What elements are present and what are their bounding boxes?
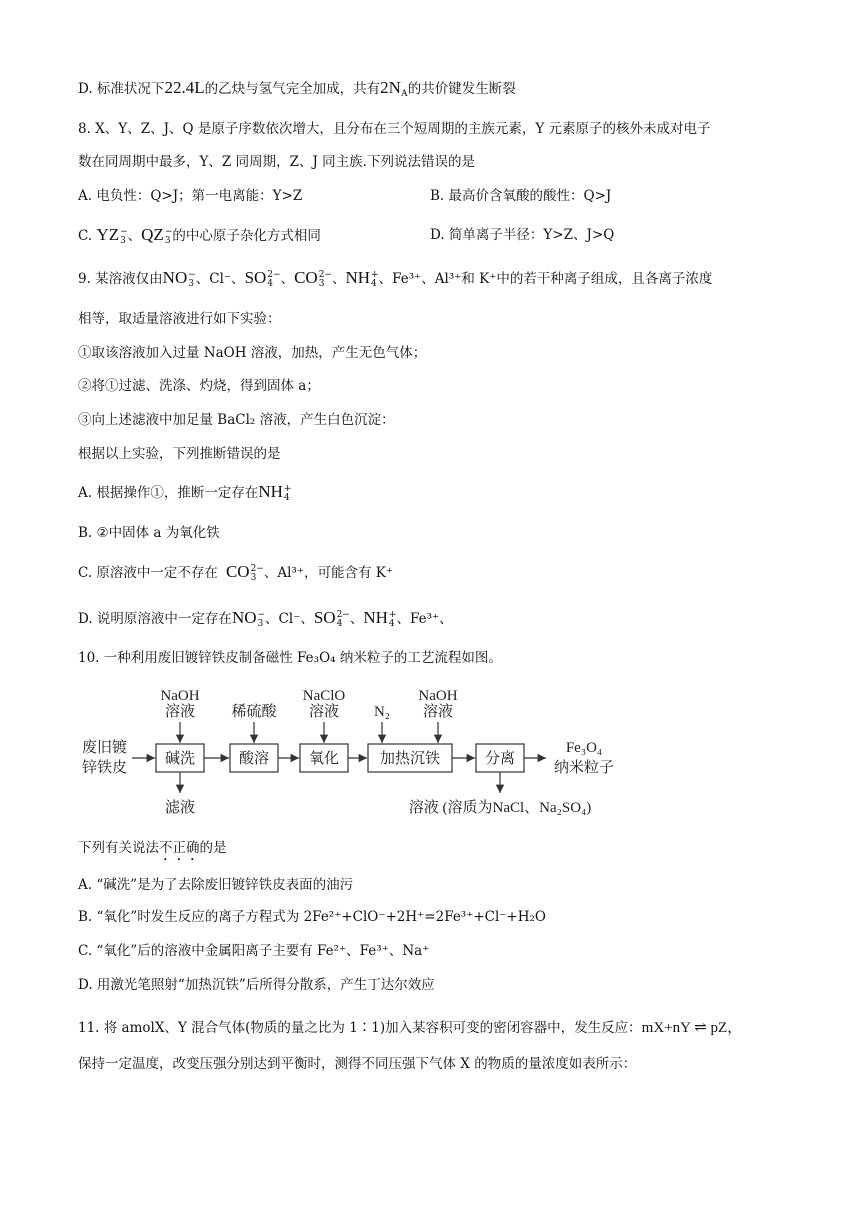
charge-stack: − 3 [164,226,173,246]
q10-option-c: C. “氧化”后的溶液中金属阳离子主要有 Fe²⁺、Fe³⁺、Na⁺ [78,943,430,959]
step-acid-dissolve: 酸溶 [238,751,270,767]
q9-question: 根据以上实验，下列推断错误的是 [78,446,281,462]
q8-stem-2: 数在同周期中最多，Y、Z 同周期，Z、J 同主族.下列说法错误的是 [78,154,475,170]
ions-tail: 、Fe³⁺、Al³⁺和 K⁺ [378,271,497,287]
text: 的共价键发生断裂 [407,81,516,97]
equation: mX+nY ⇌ pZ， [641,1020,743,1036]
output-filtrate: 滤液 [164,800,196,816]
q11-stem-2: 保持一定温度，改变压强分别达到平衡时，测得不同压强下气体 X 的物质的量浓度如表所示： [78,1056,637,1072]
text: 的乙炔与氢气完全加成，共有 [204,81,381,97]
yz-ion: YZ [96,225,120,244]
text: D. 标准状况下 [78,81,165,97]
step-oxidation: 氧化 [308,751,340,767]
text: 9. 某溶液仅由 [78,271,163,287]
step-alkali-wash: 碱洗 [164,751,196,767]
text: D. 说明原溶液中一定存在 [78,611,232,627]
text: C. 原溶液中一定不存在 [78,565,218,581]
text: 11. 将 amolX、Y 混合气体(物质的量之比为 1∶1)加入某容积可变的密闭容器中，发生反应： [78,1020,642,1036]
q7-option-d [78,78,516,104]
input-solution: 溶液 [308,704,340,720]
text: A. 根据操作①，推断一定存在 [78,485,259,501]
q9-option-a: A. 根据操作①，推断一定存在NH + 4 [78,482,292,503]
q9-option-d: D. 说明原溶液中一定存在NO − 3 、Cl⁻、SO 2− 4 、NH + 4 、Fe³⁺、 [78,608,453,629]
q9-step-3: ③向上述滤液中加足量 BaCl₂ 溶液，产生白色沉淀： [78,412,395,428]
q9-stem-1: 9. 某溶液仅由NO − 3 、Cl⁻、SO 2− 4 、CO 2− 3 、NH + 4 、Fe³⁺、Al³⁺和 K⁺中的若干种离子组成，且各离子浓度 [78,268,713,289]
step-heat-precipitate: 加热沉铁 [379,751,441,767]
text: 中的若干种离子组成，且各离子浓度 [496,271,713,287]
charge-stack: − 3 [120,226,128,246]
input-dilute-h2so4: 稀硫酸 [231,704,277,720]
volume: 22.4L [164,78,205,97]
q10-question [78,838,227,864]
q10-option-b: B. “氧化”时发生反应的离子方程式为 2Fe²⁺+ClO⁻+2H⁺=2Fe³⁺+Cl⁻+H₂O [78,909,546,925]
q9-option-c: C. 原溶液中一定不存在 CO 2− 3 、Al³⁺，可能含有 K⁺ [78,562,393,583]
start-label-1: 废旧镀 [82,740,128,756]
q9-option-b: B. ②中固体 a 为氧化铁 [78,525,220,541]
input-naclo: NaClO [302,688,346,704]
q9-step-2: ②将①过滤、洗涤、灼烧，得到固体 a； [78,378,320,394]
qz-ion: QZ [141,225,164,244]
text: 的中心原子杂化方式相同 [172,228,321,244]
input-naoh: NaOH [160,688,200,704]
input-solution: 溶液 [422,704,454,720]
q8-stem-1: 8. X、Y、Z、J、Q 是原子序数依次增大，且分布在三个短周期的主族元素，Y 元素原子的核外未成对电子 [78,121,711,137]
input-solution: 溶液 [164,704,196,720]
product-fe3o4: Fe₃O₄ [565,740,603,756]
q9-step-1: ①取该溶液加入过量 NaOH 溶液，加热，产生无色气体； [78,345,427,361]
output-solution: 溶液 (溶质为NaCl、Na₂SO₄) [408,800,592,816]
process-flow-diagram [78,680,638,830]
q10-option-d: D. 用激光笔照射“加热沉铁”后所得分散系，产生丁达尔效应 [78,977,435,993]
label: C. [78,228,97,244]
avogadro-sub: A [400,89,408,99]
q8-option-b: B. 最高价含氧酸的酸性：Q>J [430,188,612,204]
q8-option-c: C. YZ − 3 、QZ − 3 的中心原子杂化方式相同 [78,225,321,246]
text: 、Al³⁺，可能含有 K⁺ [263,565,393,581]
product-nanoparticles: 纳米粒子 [553,760,615,776]
text: 、Fe³⁺、 [396,611,453,627]
step-separate: 分离 [484,751,516,767]
q10-option-a: A. “碱洗”是为了去除废旧镀锌铁皮表面的油污 [78,877,354,893]
emphasis: 不正确 [159,840,200,856]
start-label-2: 锌铁皮 [82,760,128,776]
q8-option-a: A. 电负性：Q>J；第一电离能：Y>Z [78,188,303,204]
q11-stem-1 [78,1018,742,1038]
q10-stem: 10. 一种利用废旧镀锌铁皮制备磁性 Fe₃O₄ 纳米粒子的工艺流程如图。 [78,650,502,666]
q9-stem-2: 相等，取适量溶液进行如下实验： [78,311,281,327]
text: 下列有关说法 [78,840,159,856]
input-n2: N₂ [373,704,391,720]
input-naoh: NaOH [418,688,458,704]
text: 的是 [199,840,227,856]
q8-option-d: D. 简单离子半径：Y>Z、J>Q [430,227,615,243]
avogadro: 2N [380,78,401,97]
